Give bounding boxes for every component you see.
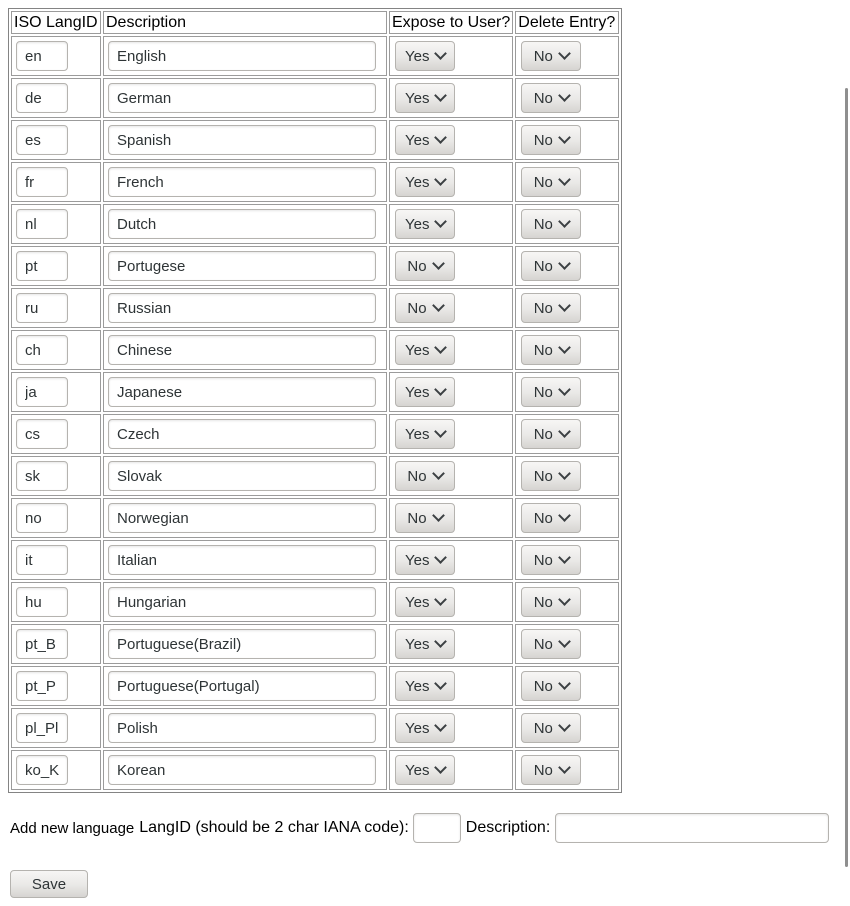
chevron-down-icon [558, 47, 571, 60]
langid-input[interactable] [16, 377, 68, 407]
delete-select[interactable] [521, 41, 581, 71]
expose-select[interactable] [395, 125, 455, 155]
chevron-down-icon [558, 299, 571, 312]
delete-select[interactable] [521, 167, 581, 197]
chevron-down-icon [432, 509, 445, 522]
langid-input[interactable] [16, 251, 68, 281]
langid-input[interactable] [16, 293, 68, 323]
table-row [11, 456, 619, 496]
expose-select[interactable] [395, 293, 455, 323]
delete-select[interactable] [521, 545, 581, 575]
delete-select-value: No [533, 719, 553, 737]
description-input[interactable] [108, 671, 376, 701]
chevron-down-icon [435, 131, 448, 144]
expose-select-value: Yes [405, 593, 430, 611]
delete-select[interactable] [521, 251, 581, 281]
chevron-down-icon [558, 761, 571, 774]
delete-select-value: No [533, 677, 553, 695]
chevron-down-icon [435, 47, 448, 60]
expose-select[interactable] [395, 671, 455, 701]
langid-hint-label: LangID (should be 2 char IANA code): [139, 819, 409, 836]
expose-select[interactable] [395, 587, 455, 617]
delete-select-value: No [533, 593, 553, 611]
expose-select[interactable] [395, 755, 455, 785]
expose-select-value: Yes [405, 635, 430, 653]
table-row [11, 246, 619, 286]
expose-select-value: Yes [405, 383, 430, 401]
delete-select[interactable] [521, 671, 581, 701]
chevron-down-icon [558, 635, 571, 648]
header-iso-langid: ISO LangID [11, 11, 101, 34]
chevron-down-icon [435, 425, 448, 438]
expose-select[interactable] [395, 335, 455, 365]
chevron-down-icon [435, 383, 448, 396]
langid-input[interactable] [16, 83, 68, 113]
expose-select[interactable] [395, 503, 455, 533]
table-row [11, 414, 619, 454]
table-row [11, 708, 619, 748]
table-row [11, 750, 619, 790]
delete-select-value: No [533, 635, 553, 653]
table-row [11, 162, 619, 202]
delete-select-value: No [533, 467, 553, 485]
add-language-form [10, 813, 842, 843]
expose-select-value: Yes [405, 425, 430, 443]
delete-select[interactable] [521, 83, 581, 113]
description-input[interactable] [108, 335, 376, 365]
langid-input[interactable] [16, 755, 68, 785]
header-expose-to-user: Expose to User? [389, 11, 513, 34]
table-row [11, 498, 619, 538]
chevron-down-icon [435, 215, 448, 228]
chevron-down-icon [435, 719, 448, 732]
delete-select-value: No [533, 383, 553, 401]
delete-select-value: No [533, 341, 553, 359]
chevron-down-icon [558, 551, 571, 564]
chevron-down-icon [558, 719, 571, 732]
save-button[interactable]: Save [10, 870, 88, 898]
langid-input[interactable] [16, 167, 68, 197]
chevron-down-icon [558, 131, 571, 144]
expose-select-value: Yes [405, 215, 430, 233]
delete-select-value: No [533, 47, 553, 65]
expose-select[interactable] [395, 545, 455, 575]
chevron-down-icon [435, 677, 448, 690]
description-input[interactable] [108, 755, 376, 785]
chevron-down-icon [558, 257, 571, 270]
table-row [11, 582, 619, 622]
delete-select[interactable] [521, 755, 581, 785]
description-input[interactable] [108, 629, 376, 659]
langid-input[interactable] [16, 209, 68, 239]
langid-input[interactable] [16, 713, 68, 743]
table-row [11, 204, 619, 244]
langid-input[interactable] [16, 629, 68, 659]
langid-input[interactable] [16, 587, 68, 617]
expose-select[interactable] [395, 713, 455, 743]
expose-select[interactable] [395, 83, 455, 113]
expose-select-value: No [407, 257, 427, 275]
table-row [11, 540, 619, 580]
expose-select-value: Yes [405, 761, 430, 779]
delete-select-value: No [533, 173, 553, 191]
expose-select[interactable] [395, 419, 455, 449]
chevron-down-icon [435, 89, 448, 102]
chevron-down-icon [558, 89, 571, 102]
chevron-down-icon [558, 383, 571, 396]
expose-select-value: No [407, 467, 427, 485]
description-input[interactable] [108, 293, 376, 323]
expose-select[interactable] [395, 209, 455, 239]
expose-select-value: Yes [405, 173, 430, 191]
delete-select[interactable] [521, 293, 581, 323]
expose-select-value: No [407, 299, 427, 317]
description-input[interactable] [108, 167, 376, 197]
table-row [11, 624, 619, 664]
description-input[interactable] [108, 503, 376, 533]
delete-select-value: No [533, 131, 553, 149]
expose-select-value: Yes [405, 131, 430, 149]
expose-select[interactable] [395, 629, 455, 659]
chevron-down-icon [432, 257, 445, 270]
delete-select[interactable] [521, 335, 581, 365]
description-input[interactable] [108, 83, 376, 113]
table-header-row [11, 11, 619, 34]
chevron-down-icon [558, 677, 571, 690]
description-input[interactable] [108, 125, 376, 155]
expose-select-value: Yes [405, 677, 430, 695]
description-input[interactable] [108, 587, 376, 617]
chevron-down-icon [558, 425, 571, 438]
expose-select-value: Yes [405, 89, 430, 107]
add-language-label: Add new language [10, 819, 135, 837]
chevron-down-icon [435, 173, 448, 186]
delete-select-value: No [533, 89, 553, 107]
delete-select[interactable] [521, 419, 581, 449]
chevron-down-icon [435, 635, 448, 648]
vertical-scrollbar[interactable] [845, 88, 848, 867]
header-delete-entry: Delete Entry? [515, 11, 619, 34]
description-input[interactable] [108, 545, 376, 575]
langid-input[interactable] [16, 461, 68, 491]
delete-select[interactable] [521, 125, 581, 155]
chevron-down-icon [432, 467, 445, 480]
langid-input[interactable] [16, 545, 68, 575]
expose-select[interactable] [395, 461, 455, 491]
delete-select[interactable] [521, 587, 581, 617]
description-input[interactable] [108, 713, 376, 743]
header-description: Description [103, 11, 387, 34]
delete-select-value: No [533, 257, 553, 275]
langid-input[interactable] [16, 335, 68, 365]
table-row [11, 372, 619, 412]
chevron-down-icon [558, 173, 571, 186]
expose-select[interactable] [395, 377, 455, 407]
description-input[interactable] [108, 377, 376, 407]
expose-select-value: Yes [405, 47, 430, 65]
chevron-down-icon [435, 593, 448, 606]
expose-select[interactable] [395, 251, 455, 281]
description-input[interactable] [108, 41, 376, 71]
delete-select-value: No [533, 509, 553, 527]
chevron-down-icon [558, 509, 571, 522]
new-langid-input[interactable] [413, 813, 461, 843]
new-description-input[interactable] [555, 813, 829, 843]
delete-select[interactable] [521, 629, 581, 659]
delete-select[interactable] [521, 461, 581, 491]
langid-input[interactable] [16, 41, 68, 71]
delete-select-value: No [533, 215, 553, 233]
langid-input[interactable] [16, 125, 68, 155]
chevron-down-icon [558, 593, 571, 606]
chevron-down-icon [558, 341, 571, 354]
chevron-down-icon [435, 761, 448, 774]
chevron-down-icon [435, 341, 448, 354]
description-label: Description: [465, 819, 551, 836]
expose-select-value: No [407, 509, 427, 527]
table-row [11, 666, 619, 706]
expose-select[interactable] [395, 41, 455, 71]
table-row [11, 78, 619, 118]
table-row [11, 36, 619, 76]
expose-select-value: Yes [405, 341, 430, 359]
chevron-down-icon [558, 215, 571, 228]
language-table [8, 8, 622, 793]
description-input[interactable] [108, 209, 376, 239]
expose-select-value: Yes [405, 551, 430, 569]
table-row [11, 120, 619, 160]
delete-select[interactable] [521, 713, 581, 743]
langid-input[interactable] [16, 503, 68, 533]
delete-select-value: No [533, 425, 553, 443]
description-input[interactable] [108, 419, 376, 449]
delete-select-value: No [533, 761, 553, 779]
delete-select[interactable] [521, 377, 581, 407]
delete-select-value: No [533, 299, 553, 317]
table-row [11, 330, 619, 370]
description-input[interactable] [108, 461, 376, 491]
langid-input[interactable] [16, 419, 68, 449]
description-input[interactable] [108, 251, 376, 281]
delete-select[interactable] [521, 209, 581, 239]
langid-input[interactable] [16, 671, 68, 701]
expose-select-value: Yes [405, 719, 430, 737]
chevron-down-icon [435, 551, 448, 564]
table-row [11, 288, 619, 328]
delete-select-value: No [533, 551, 553, 569]
expose-select[interactable] [395, 167, 455, 197]
delete-select[interactable] [521, 503, 581, 533]
chevron-down-icon [432, 299, 445, 312]
chevron-down-icon [558, 467, 571, 480]
